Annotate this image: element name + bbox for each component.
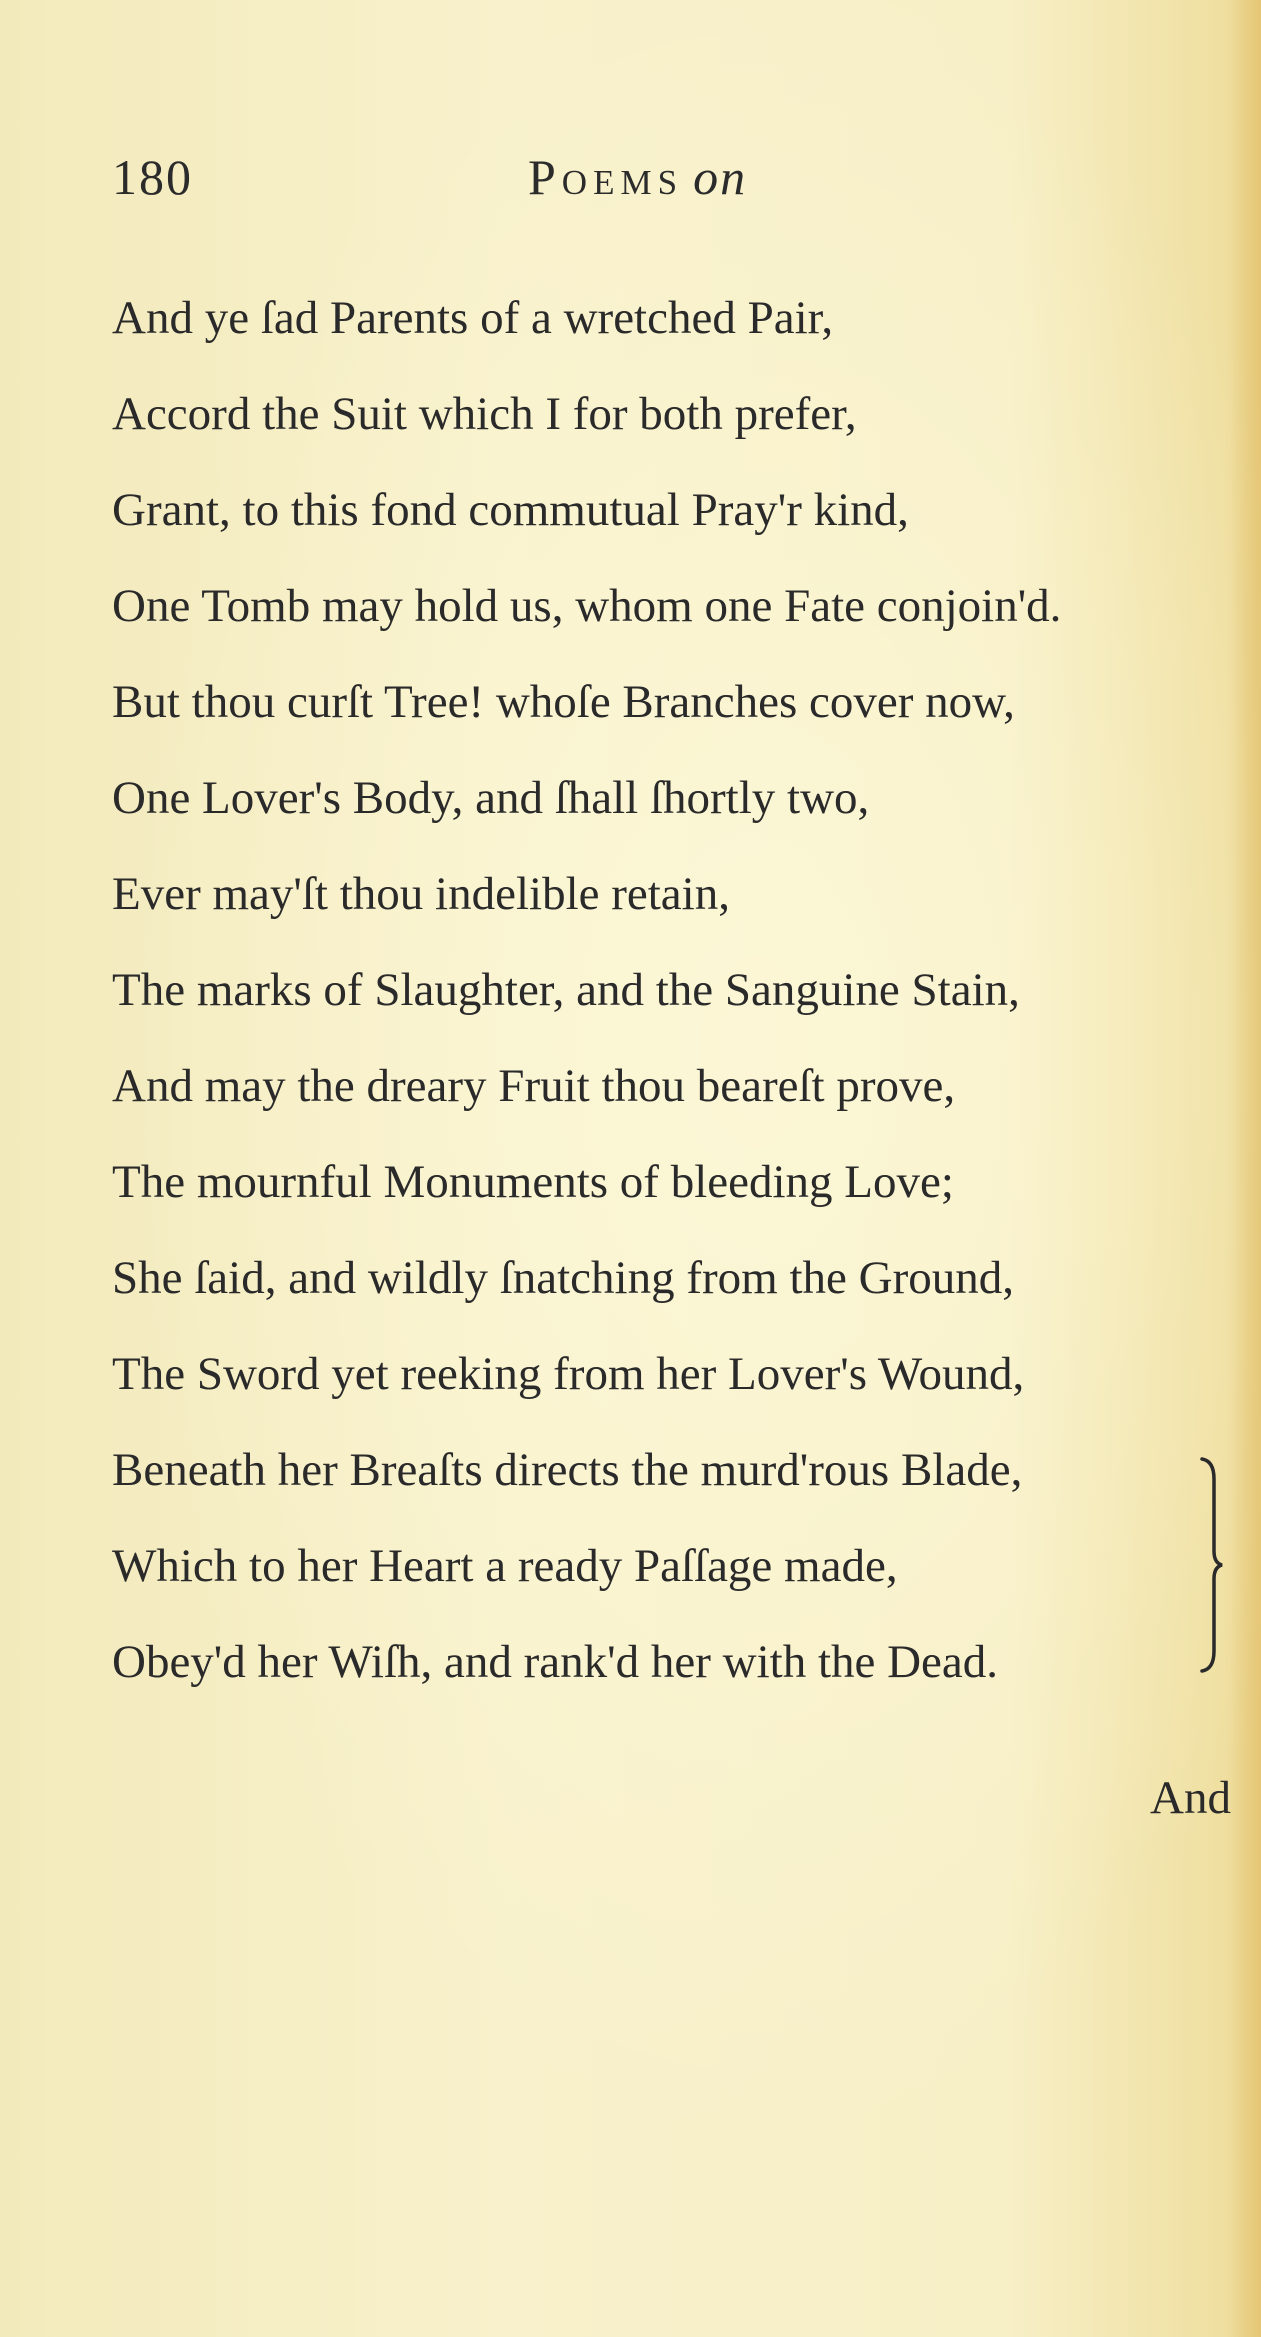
running-head-title: Poems bbox=[528, 149, 684, 205]
poem-line: And may the dreary Fruit thou beareſt prove, bbox=[112, 1060, 956, 1112]
triplet-brace-icon bbox=[1198, 1455, 1228, 1675]
page-number: 180 bbox=[112, 149, 193, 205]
poem-line: One Tomb may hold us, whom one Fate conjoin'd. bbox=[112, 580, 1062, 632]
catchword: And bbox=[1150, 1772, 1231, 1824]
poem-line: She ſaid, and wildly ſnatching from the Ground, bbox=[112, 1252, 1014, 1304]
poem-line: Beneath her Breaſts directs the murd'rous Blade, bbox=[112, 1444, 1023, 1496]
poem-line: The mournful Monuments of bleeding Love; bbox=[112, 1156, 954, 1208]
running-head bbox=[528, 148, 747, 206]
poem-line: But thou curſt Tree! whoſe Branches cover now, bbox=[112, 676, 1015, 728]
poem-line: Accord the Suit which I for both prefer, bbox=[112, 388, 857, 440]
poem-line: Which to her Heart a ready Paſſage made, bbox=[112, 1540, 898, 1592]
poem-line: Obey'd her Wiſh, and rank'd her with the Dead. bbox=[112, 1636, 999, 1688]
poem-line: And ye ſad Parents of a wretched Pair, bbox=[112, 292, 834, 344]
poem-line: One Lover's Body, and ſhall ſhortly two, bbox=[112, 772, 870, 824]
poem-line: The marks of Slaughter, and the Sanguine Stain, bbox=[112, 964, 1020, 1016]
page-header bbox=[0, 130, 1261, 210]
page-edge-shading bbox=[1231, 0, 1261, 2337]
running-head-italic: on bbox=[693, 149, 748, 205]
poem-line: Grant, to this fond commutual Pray'r kind, bbox=[112, 484, 909, 536]
poem-line: The Sword yet reeking from her Lover's Wound, bbox=[112, 1348, 1025, 1400]
poem-line: Ever may'ſt thou indelible retain, bbox=[112, 868, 730, 920]
